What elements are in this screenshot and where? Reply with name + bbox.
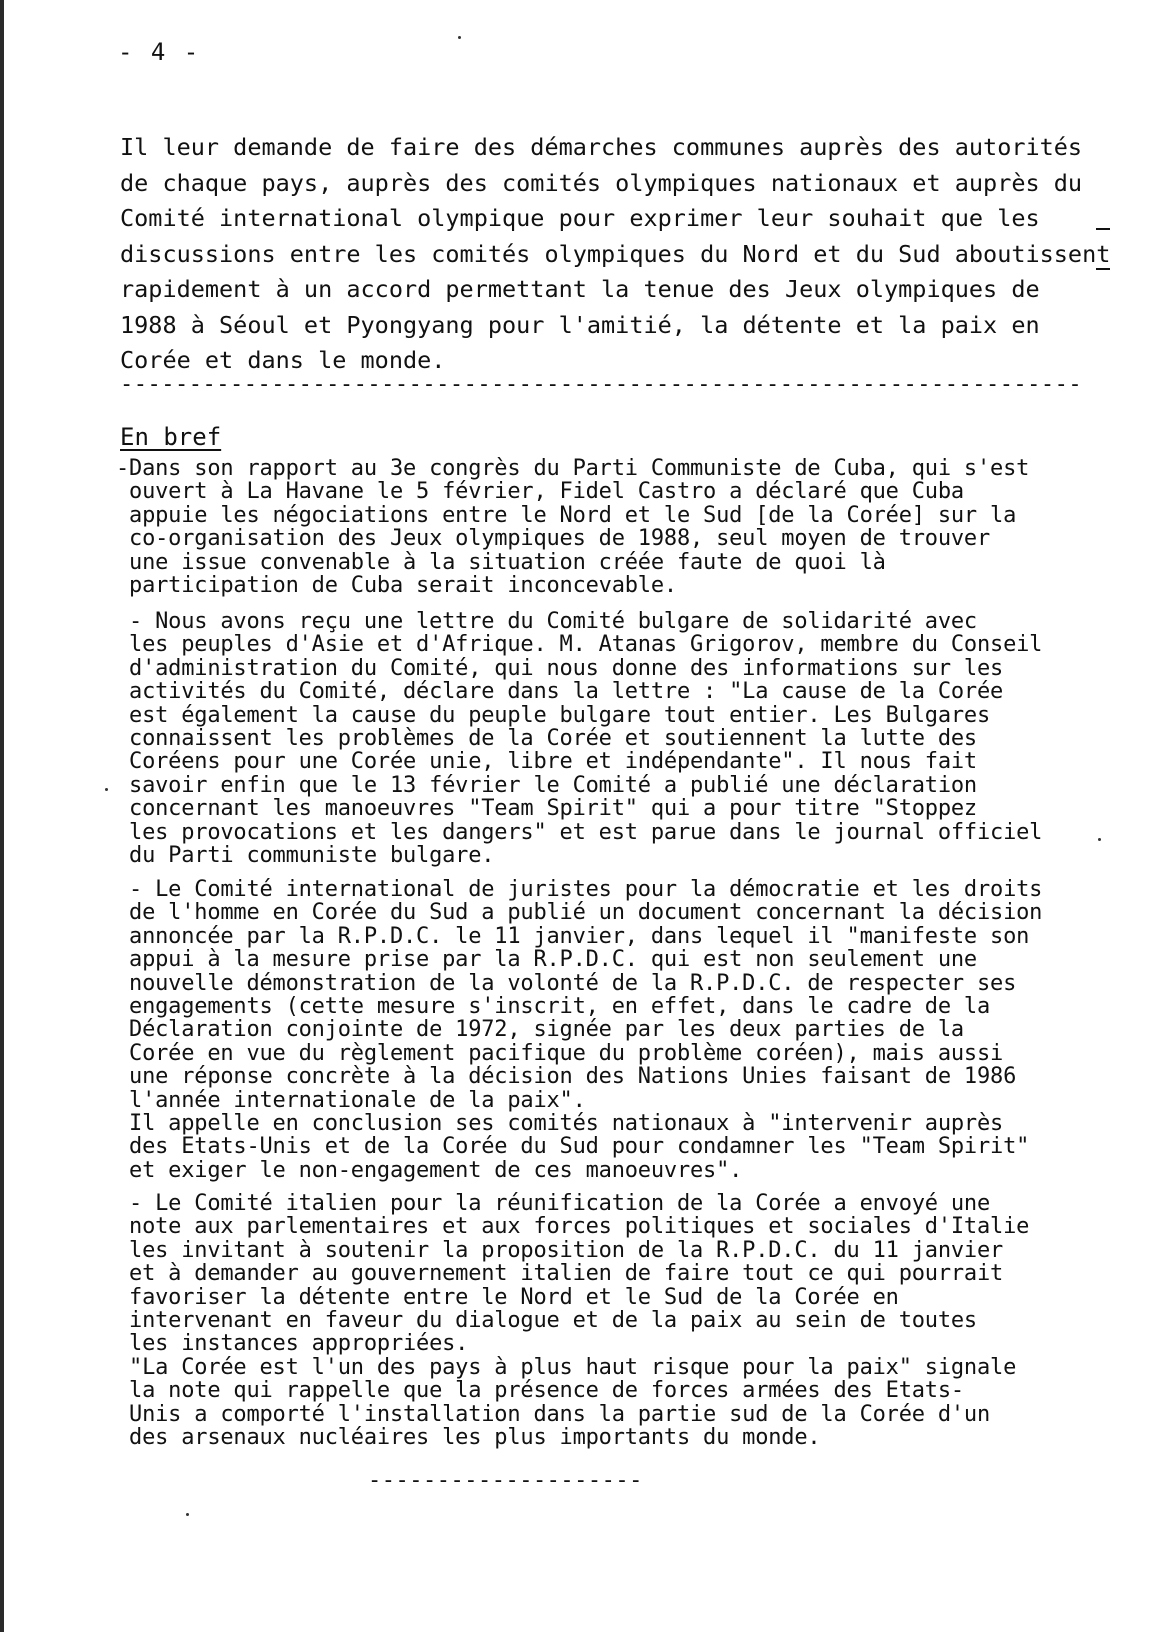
- brief-item-jurists: - Le Comité international de juristes pour la démocratie et les droits de l'homme en Corée du Sud a publié un document concernant la décision annoncée par la R.P.D.C. le 11 janvier, dans lequel il "manifeste son appui à la mesure prise par la R.P.D.C. qui est non seulement une nouvelle démonstration de la volonté de la R.P.D.C. de respecter ses engagements (cette mesure s'inscrit, en effet, dans le cadre de la Déclaration conjointe de 1972, signée par les deux parties de la Corée en vue du règlement pacifique du problème coréen), mais aussi une réponse concrète à la décision des Nations Unies faisant de 1986 l'année internationale de la paix". Il appelle en conclusion ses comités nationaux à "intervenir auprès des Etats-Unis et de la Corée du Sud pour condamner les "Team Spirit" et exiger le non-engagement de ces manoeuvres".: [129, 877, 1043, 1183]
- margin-mark-bottom: [1096, 268, 1110, 270]
- separator-short: --------------------: [368, 1468, 643, 1493]
- margin-mark-top: [1096, 228, 1110, 230]
- intro-paragraph: Il leur demande de faire des démarches communes auprès des autorités de chaque pays, auprès des comités olympiques nationaux et auprès du Comité international olympique pour exprimer leur souhait que les discussions entre les comités olympiques du Nord et du Sud aboutissent rapidement à un accord permettant la tenue des Jeux olympiques de 1988 à Séoul et Pyongyang pour l'amitié, la détente et la paix en Corée et dans le monde.: [120, 133, 1111, 374]
- scan-speck: [1098, 838, 1101, 841]
- scan-speck: [186, 1513, 189, 1516]
- separator-long: ----------------------------------------------------------------------: [120, 372, 1083, 397]
- scan-speck: [105, 788, 108, 791]
- scan-speck: [458, 36, 461, 39]
- page-number: - 4 -: [118, 38, 201, 66]
- page-left-edge: [0, 0, 4, 1632]
- brief-item-cuba: -Dans son rapport au 3e congrès du Parti Communiste de Cuba, qui s'est ouvert à La Havane le 5 février, Fidel Castro a déclaré que Cuba appuie les négociations entre le Nord et le Sud [de la Corée] sur la co-organisation des Jeux olympiques de 1988, seul moyen de trouver une issue convenable à la situation créée faute de quoi là participation de Cuba serait inconcevable.: [116, 456, 1030, 599]
- brief-item-italy: - Le Comité italien pour la réunification de la Corée a envoyé une note aux parlementaires et aux forces politiques et sociales d'Italie les invitant à soutenir la proposition de la R.P.D.C. du 11 janvier et à demander au gouvernement italien de faire tout ce qui pourrait favoriser la détente entre le Nord et le Sud de la Corée en intervenant en faveur du dialogue et de la paix au sein de toutes les instances appropriées. "La Corée est l'un des pays à plus haut risque pour la paix" signale la note qui rappelle que la présence de forces armées des Etats- Unis a comporté l'installation dans la partie sud de la Corée d'un des arsenaux nucléaires les plus importants du monde.: [129, 1191, 1030, 1451]
- section-title: En bref: [120, 423, 222, 451]
- brief-item-bulgaria: - Nous avons reçu une lettre du Comité bulgare de solidarité avec les peuples d'Asie et d'Afrique. M. Atanas Grigorov, membre du Conseil d'administration du Comité, qui nous donne des informations sur les activités du Comité, déclare dans la lettre : "La cause de la Corée est également la cause du peuple bulgare tout entier. Les Bulgares connaissent les problèmes de la Corée et soutiennent la lutte des Coréens pour une Corée unie, libre et indépendante". Il nous fait savoir enfin que le 13 février le Comité a publié une déclaration concernant les manoeuvres "Team Spirit" qui a pour titre "Stoppez les provocations et les dangers" et est parue dans le journal officiel du Parti communiste bulgare.: [129, 609, 1043, 869]
